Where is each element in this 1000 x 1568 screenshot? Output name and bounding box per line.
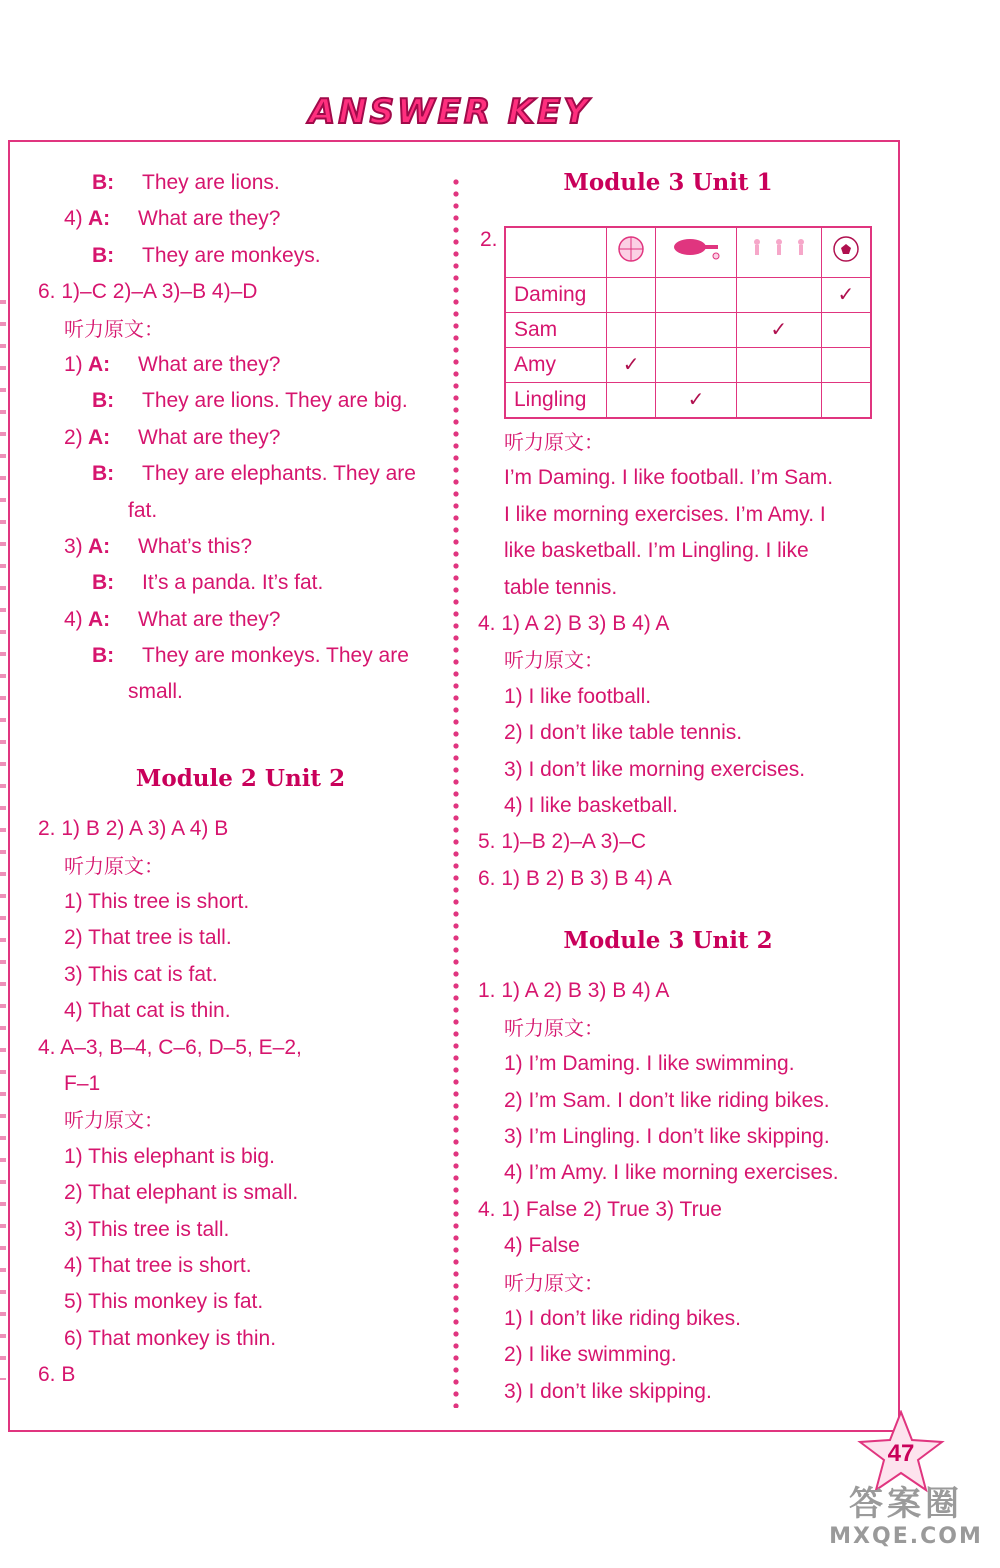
- football-icon: [821, 227, 871, 277]
- transcript-label: 听力原文：: [504, 1015, 604, 1040]
- transcript-line: 3) This tree is tall.: [64, 1217, 230, 1241]
- transcript-line: 1) This tree is short.: [64, 890, 250, 914]
- transcript-line: 1) I’m Daming. I like swimming.: [504, 1052, 795, 1076]
- left-column: [38, 165, 443, 1394]
- transcript-line: 2) That tree is tall.: [64, 926, 232, 950]
- answer-line-q4b-cont: 4) False: [504, 1234, 580, 1258]
- transcript-line: like basketball. I’m Lingling. I like: [504, 539, 809, 563]
- table-row: Sam ✓: [505, 312, 871, 347]
- transcript-line: 4) That tree is short.: [64, 1253, 252, 1277]
- check-mark: ✓: [656, 382, 737, 418]
- dialogue-line: B: It’s a panda. It’s fat.: [92, 571, 324, 595]
- table-header-row: [505, 227, 871, 277]
- transcript-line: 2) I don’t like table tennis.: [504, 721, 743, 745]
- check-mark: ✓: [736, 312, 821, 347]
- transcript-line: 1) I like football.: [504, 684, 652, 708]
- transcript-label: 听力原文：: [504, 430, 604, 454]
- answer-line-q2: 2. 1) B 2) A 3) A 4) B: [38, 817, 229, 841]
- module-heading: Module 2 Unit 2: [135, 764, 346, 792]
- transcript-line: 1) This elephant is big.: [64, 1144, 275, 1168]
- answer-line-q4b: 4. 1) False 2) True 3) True: [478, 1197, 722, 1221]
- transcript-label: 听力原文：: [64, 1108, 164, 1133]
- sports-table: [504, 226, 872, 419]
- answer-line-q4-cont: F–1: [64, 1071, 101, 1095]
- transcript-label: 听力原文：: [504, 1270, 604, 1295]
- answer-line-q1: 1. 1) A 2) B 3) B 4) A: [478, 979, 670, 1003]
- dialogue-line: B: They are monkeys. They are: [92, 644, 409, 668]
- transcript-label: 听力原文：: [504, 648, 604, 673]
- dialogue-line: B: They are lions.: [92, 171, 280, 194]
- transcript-line: 3) I’m Lingling. I don’t like skipping.: [504, 1125, 830, 1149]
- transcript-label: 听力原文：: [64, 853, 164, 878]
- transcript-line: 3) I don’t like skipping.: [504, 1379, 712, 1403]
- dialogue-line: 1) A: What are they?: [64, 352, 281, 376]
- transcript-line: 5) This monkey is fat.: [64, 1290, 264, 1314]
- dialogue-line: fat.: [128, 498, 158, 522]
- transcript-line: 2) I’m Sam. I don’t like riding bikes.: [504, 1088, 830, 1112]
- binding-edge-decoration: [0, 300, 6, 1380]
- table-row: Amy ✓: [505, 347, 871, 382]
- question-number: 2.: [480, 228, 498, 251]
- transcript-line: 6) That monkey is thin.: [64, 1326, 277, 1350]
- table-row: Daming ✓: [505, 277, 871, 312]
- right-column: [478, 165, 888, 201]
- basketball-icon: [607, 227, 656, 277]
- answer-line-q6: 6. 1) B 2) B 3) B 4) A: [478, 866, 672, 890]
- transcript-line: table tennis.: [504, 575, 618, 599]
- transcript-line: 2) I like swimming.: [504, 1343, 677, 1367]
- transcript-line: I like morning exercises. I’m Amy. I: [504, 502, 826, 526]
- morning-exercises-icon: [736, 227, 821, 277]
- dialogue-line: B: They are lions. They are big.: [92, 389, 408, 413]
- check-mark: ✓: [607, 347, 656, 382]
- module-heading: Module 3 Unit 2: [563, 927, 773, 955]
- transcript-line: 4) I like basketball.: [504, 793, 678, 817]
- module-heading: Module 3 Unit 1: [563, 169, 773, 196]
- watermark-logo: 答案圈 MXQE.COM: [829, 1484, 983, 1549]
- dialogue-line: 4) A: What are they?: [64, 207, 281, 231]
- table-tennis-icon: [656, 227, 737, 277]
- table-row: Lingling ✓: [505, 382, 871, 418]
- transcript-line: 1) I don’t like riding bikes.: [504, 1306, 741, 1330]
- transcript-line: 3) I don’t like morning exercises.: [504, 757, 806, 781]
- transcript-line: I’m Daming. I like football. I’m Sam.: [504, 466, 834, 490]
- page-title: ANSWER KEY: [308, 92, 592, 132]
- answer-line-q6: 6. 1)–C 2)–A 3)–B 4)–D: [38, 280, 258, 304]
- dialogue-line: B: They are monkeys.: [92, 243, 321, 267]
- answer-line-q4: 4. A–3, B–4, C–6, D–5, E–2,: [38, 1035, 302, 1059]
- dialogue-line: 3) A: What’s this?: [64, 534, 252, 558]
- transcript-line: 4) That cat is thin.: [64, 999, 231, 1023]
- answer-line-q5: 5. 1)–B 2)–A 3)–C: [478, 830, 647, 854]
- check-mark: ✓: [821, 277, 871, 312]
- right-column-lower: [478, 424, 888, 1410]
- dialogue-line: small.: [128, 680, 183, 704]
- transcript-line: 2) That elephant is small.: [64, 1181, 299, 1205]
- dialogue-line: 4) A: What are they?: [64, 607, 281, 631]
- dialogue-line: B: They are elephants. They are: [92, 462, 416, 486]
- answer-line-q4: 4. 1) A 2) B 3) B 4) A: [478, 611, 670, 635]
- dialogue-line: 2) A: What are they?: [64, 425, 281, 449]
- answer-line-q6b: 6. B: [38, 1363, 76, 1387]
- column-divider: [452, 176, 460, 1408]
- page-number: 47: [887, 1440, 915, 1467]
- transcript-line: 3) This cat is fat.: [64, 962, 218, 986]
- transcript-label: 听力原文：: [64, 316, 164, 341]
- transcript-line: 4) I’m Amy. I like morning exercises.: [504, 1161, 839, 1185]
